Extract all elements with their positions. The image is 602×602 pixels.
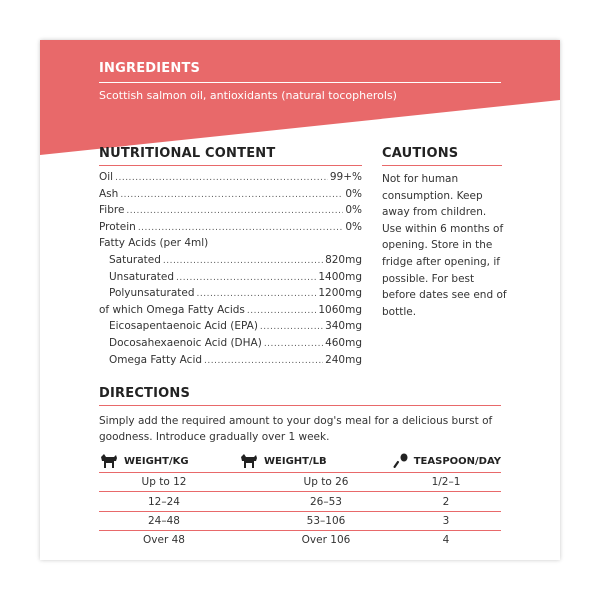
nutrition-title: NUTRITIONAL CONTENT <box>99 146 276 161</box>
nutrition-divider <box>99 165 362 166</box>
directions-divider <box>99 405 501 406</box>
nutrition-row <box>99 188 362 205</box>
nutrition-row <box>99 221 362 238</box>
nutrition-subheading <box>99 237 362 254</box>
ingredients-divider <box>99 82 501 83</box>
nutrition-row <box>99 304 362 321</box>
nutrition-value: 0% <box>345 204 362 217</box>
nutrition-label: Docosahexaenoic Acid (DHA) <box>109 336 262 349</box>
nutrition-label: Omega Fatty Acid <box>109 353 203 366</box>
nutrition-value: 820mg <box>325 253 362 266</box>
nutrition-label: Fatty Acids (per 4ml) <box>99 237 209 250</box>
column-weight-kg <box>99 453 239 469</box>
cell-weight-kg: Over 48 <box>143 534 185 547</box>
directions-title: DIRECTIONS <box>99 386 191 401</box>
nutrition-value: 1060mg <box>318 303 362 316</box>
nutrition-row <box>99 204 362 221</box>
table-row <box>99 491 501 510</box>
column-weight-lb <box>239 453 384 469</box>
nutrition-row <box>99 320 362 337</box>
dog-icon <box>99 453 119 469</box>
nutrition-label: Unsaturated <box>109 270 175 283</box>
directions-table-header <box>99 450 501 472</box>
nutrition-value: 240mg <box>325 353 362 366</box>
cell-weight-kg: 24–48 <box>148 514 180 527</box>
dot-leader <box>247 306 316 316</box>
nutrition-row <box>99 254 362 271</box>
table-row <box>99 472 501 491</box>
cell-weight-lb: 26–53 <box>310 495 342 508</box>
cell-weight-lb: Up to 26 <box>303 476 349 489</box>
dot-leader <box>204 356 323 366</box>
nutrition-row <box>99 287 362 304</box>
dot-leader <box>260 322 323 332</box>
cautions-divider <box>382 165 502 166</box>
dot-leader <box>115 173 328 183</box>
nutrition-row <box>99 354 362 371</box>
column-label: WEIGHT/KG <box>124 455 189 467</box>
nutrition-label: Fibre <box>99 204 125 217</box>
cell-weight-lb: Over 106 <box>301 534 351 547</box>
ingredients-title: INGREDIENTS <box>99 61 201 76</box>
teaspoon-icon <box>393 453 409 469</box>
cell-teaspoon: 4 <box>442 534 450 547</box>
ingredients-banner <box>40 40 560 155</box>
cell-teaspoon: 3 <box>442 514 450 527</box>
nutrition-value: 0% <box>345 220 362 233</box>
directions-text: Simply add the required amount to your dog's meal for a delicious burst of goodness. Introduce gradually over 1 week. <box>99 415 493 443</box>
nutrition-label: Eicosapentaenoic Acid (EPA) <box>109 320 258 333</box>
cautions-title: CAUTIONS <box>382 146 459 161</box>
column-label: TEASPOON/DAY <box>413 455 501 467</box>
nutrition-label: Saturated <box>109 253 161 266</box>
dot-leader <box>120 190 343 200</box>
nutrition-value: 99+% <box>329 171 362 183</box>
nutrition-label: Polyunsaturated <box>109 287 195 300</box>
nutrition-row <box>99 171 362 188</box>
nutrition-row <box>99 271 362 288</box>
product-info-card <box>40 40 560 560</box>
table-row <box>99 511 501 530</box>
directions-table <box>99 450 501 550</box>
cautions-text: Not for human consumption. Keep away from children. Use within 6 months of opening. Store in the fridge after opening, if possible. For best before dates see end of bottle. <box>382 173 507 318</box>
cell-teaspoon: 1/2–1 <box>431 476 461 489</box>
nutrition-label: Ash <box>99 187 119 200</box>
cell-teaspoon: 2 <box>442 495 450 508</box>
nutrition-label: Protein <box>99 220 136 233</box>
table-row <box>99 530 501 549</box>
nutrition-value: 1400mg <box>318 270 362 283</box>
cell-weight-kg: Up to 12 <box>141 476 187 489</box>
dot-leader <box>264 339 323 349</box>
dot-leader <box>163 256 323 266</box>
dot-leader <box>197 289 317 299</box>
nutrition-label: of which Omega Fatty Acids <box>99 303 245 316</box>
nutrition-label: Oil <box>99 171 114 183</box>
ingredients-text: Scottish salmon oil, antioxidants (natural tocopherols) <box>99 89 397 102</box>
nutrition-value: 460mg <box>325 336 362 349</box>
nutrition-value: 1200mg <box>318 287 362 300</box>
dog-icon <box>239 453 259 469</box>
column-teaspoon-day <box>384 453 501 469</box>
dot-leader <box>138 223 344 233</box>
nutrition-value: 340mg <box>325 320 362 333</box>
nutrition-value: 0% <box>345 187 362 200</box>
column-label: WEIGHT/LB <box>264 455 327 467</box>
dot-leader <box>126 206 343 216</box>
nutrition-row <box>99 337 362 354</box>
cell-weight-lb: 53–106 <box>306 514 346 527</box>
nutrition-list <box>99 171 362 370</box>
cell-weight-kg: 12–24 <box>148 495 180 508</box>
dot-leader <box>176 273 316 283</box>
